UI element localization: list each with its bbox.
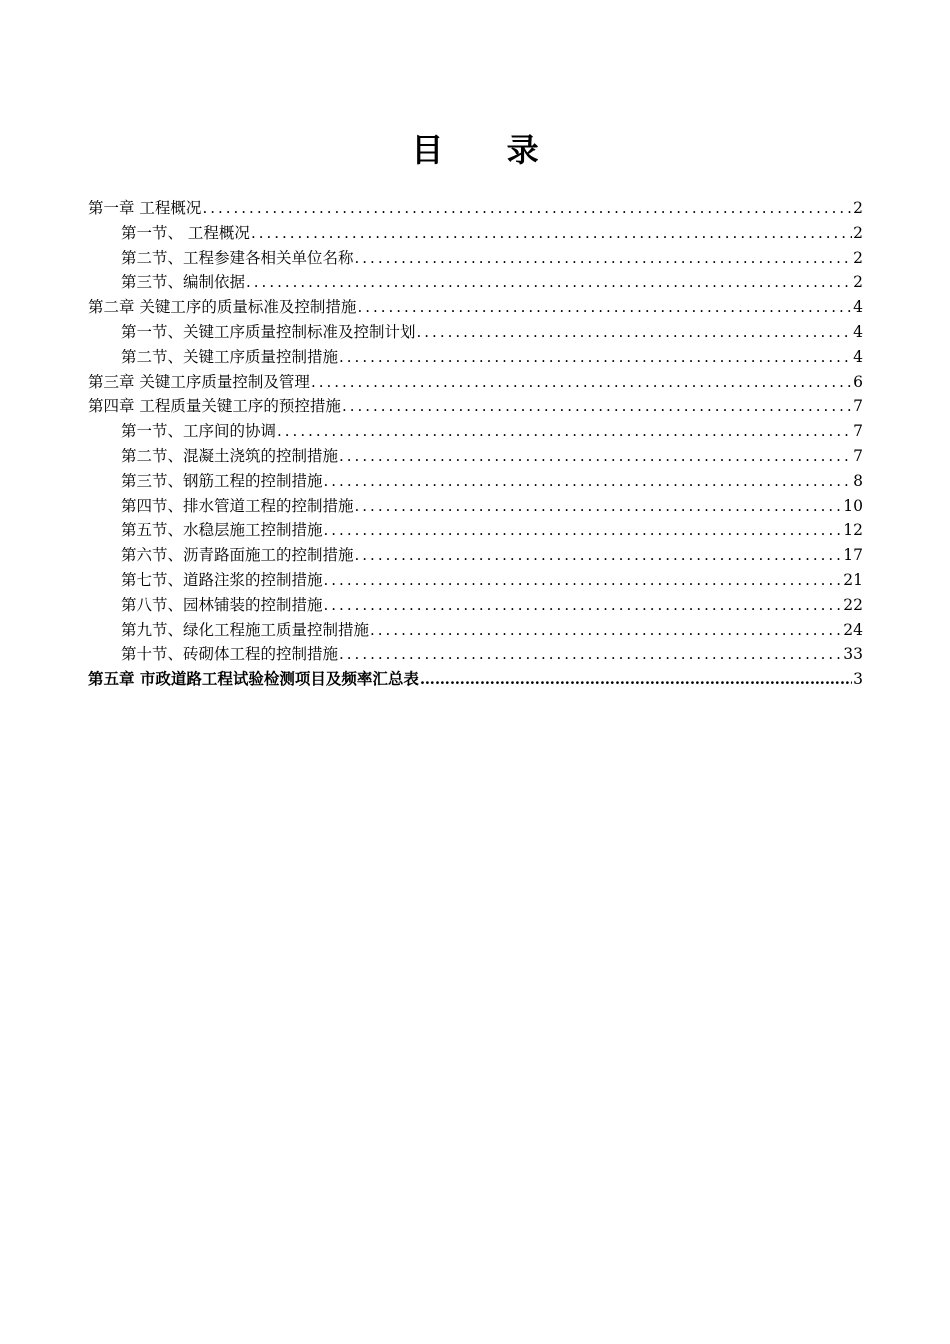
toc-dot-leader <box>246 270 852 295</box>
toc-entry-page: 6 <box>853 372 863 391</box>
toc-entry-title: 第二节、混凝土浇筑的控制措施 <box>121 446 339 465</box>
toc-entry[interactable] <box>88 518 863 543</box>
table-of-contents <box>88 196 863 692</box>
toc-entry-title: 第二章 关键工序的质量标准及控制措施 <box>88 298 357 317</box>
toc-entry-page: 2 <box>853 273 863 292</box>
toc-entry[interactable] <box>88 394 863 419</box>
toc-entry[interactable] <box>88 618 863 643</box>
toc-entry[interactable] <box>88 469 863 494</box>
toc-entry-title: 第二节、关键工序质量控制措施 <box>121 347 339 366</box>
toc-entry-title: 第四节、排水管道工程的控制措施 <box>121 496 354 515</box>
toc-entry[interactable] <box>88 270 863 295</box>
toc-entry-title: 第九节、绿化工程施工质量控制措施 <box>121 620 370 639</box>
toc-dot-leader <box>339 345 852 370</box>
toc-dot-leader <box>355 494 843 519</box>
toc-entry[interactable] <box>88 667 863 692</box>
toc-dot-leader <box>311 370 852 395</box>
toc-dot-leader <box>324 469 853 494</box>
toc-entry-title: 第四章 工程质量关键工序的预控措施 <box>88 397 341 416</box>
toc-entry-title: 第三节、编制依据 <box>121 273 246 292</box>
toc-entry-title: 第八节、园林铺装的控制措施 <box>121 595 323 614</box>
toc-entry[interactable] <box>88 642 863 667</box>
toc-entry-page: 33 <box>843 645 863 664</box>
toc-entry[interactable] <box>88 221 863 246</box>
toc-entry-page: 10 <box>843 496 863 515</box>
toc-entry-page: 24 <box>843 620 863 639</box>
toc-entry[interactable] <box>88 320 863 345</box>
toc-entry-page: 22 <box>843 595 863 614</box>
toc-entry[interactable] <box>88 419 863 444</box>
toc-entry[interactable] <box>88 246 863 271</box>
toc-entry[interactable] <box>88 295 863 320</box>
toc-entry[interactable] <box>88 370 863 395</box>
toc-entry-page: 7 <box>853 446 863 465</box>
toc-entry[interactable] <box>88 593 863 618</box>
toc-entry-page: 7 <box>853 422 863 441</box>
toc-entry-title: 第七节、道路注浆的控制措施 <box>121 570 323 589</box>
toc-entry-page: 3 <box>853 670 863 689</box>
toc-entry-title: 第十节、砖砌体工程的控制措施 <box>121 645 339 664</box>
toc-dot-leader <box>355 543 843 568</box>
toc-entry-title: 第三章 关键工序质量控制及管理 <box>88 372 310 391</box>
toc-entry-page: 17 <box>843 546 863 565</box>
toc-entry-title: 第五节、水稳层施工控制措施 <box>121 521 323 540</box>
page-title: 目 录 <box>411 131 565 169</box>
toc-entry-page: 4 <box>853 322 863 341</box>
toc-entry-title: 第三节、钢筋工程的控制措施 <box>121 471 323 490</box>
toc-entry-page: 7 <box>853 397 863 416</box>
toc-dot-leader <box>202 196 852 221</box>
toc-dot-leader <box>324 518 843 543</box>
toc-entry-title: 第一节、关键工序质量控制标准及控制计划 <box>121 322 416 341</box>
toc-entry-title: 第二节、工程参建各相关单位名称 <box>121 248 354 267</box>
toc-dot-leader <box>417 320 853 345</box>
toc-dot-leader <box>357 295 852 320</box>
toc-entry-page: 21 <box>843 570 863 589</box>
toc-entry-page: 12 <box>843 521 863 540</box>
toc-entry-page: 2 <box>853 223 863 242</box>
toc-dot-leader <box>324 593 843 618</box>
toc-entry[interactable] <box>88 543 863 568</box>
toc-entry[interactable] <box>88 196 863 221</box>
toc-dot-leader <box>370 618 842 643</box>
toc-dot-leader <box>339 444 852 469</box>
toc-entry-title: 第五章 市政道路工程试验检测项目及频率汇总表 <box>88 669 419 689</box>
toc-dot-leader <box>251 221 852 246</box>
toc-dot-leader <box>339 642 842 667</box>
toc-entry-page: 2 <box>853 248 863 267</box>
toc-entry-title: 第一节、工序间的协调 <box>121 422 277 441</box>
toc-entry[interactable] <box>88 494 863 519</box>
toc-dot-leader <box>324 568 843 593</box>
toc-dot-leader <box>342 394 852 419</box>
toc-dot-leader <box>420 667 852 692</box>
toc-entry-page: 2 <box>853 199 863 217</box>
toc-entry-title: 第六节、沥青路面施工的控制措施 <box>121 546 354 565</box>
toc-entry-page: 4 <box>853 298 863 317</box>
toc-entry[interactable] <box>88 444 863 469</box>
toc-entry-page: 8 <box>853 471 863 490</box>
toc-entry[interactable] <box>88 345 863 370</box>
toc-entry-title: 第一节、 工程概况 <box>121 223 250 242</box>
toc-entry-page: 4 <box>853 347 863 366</box>
toc-entry[interactable] <box>88 568 863 593</box>
toc-entry-title: 第一章 工程概况 <box>88 199 202 217</box>
toc-dot-leader <box>277 419 852 444</box>
toc-dot-leader <box>355 246 853 271</box>
